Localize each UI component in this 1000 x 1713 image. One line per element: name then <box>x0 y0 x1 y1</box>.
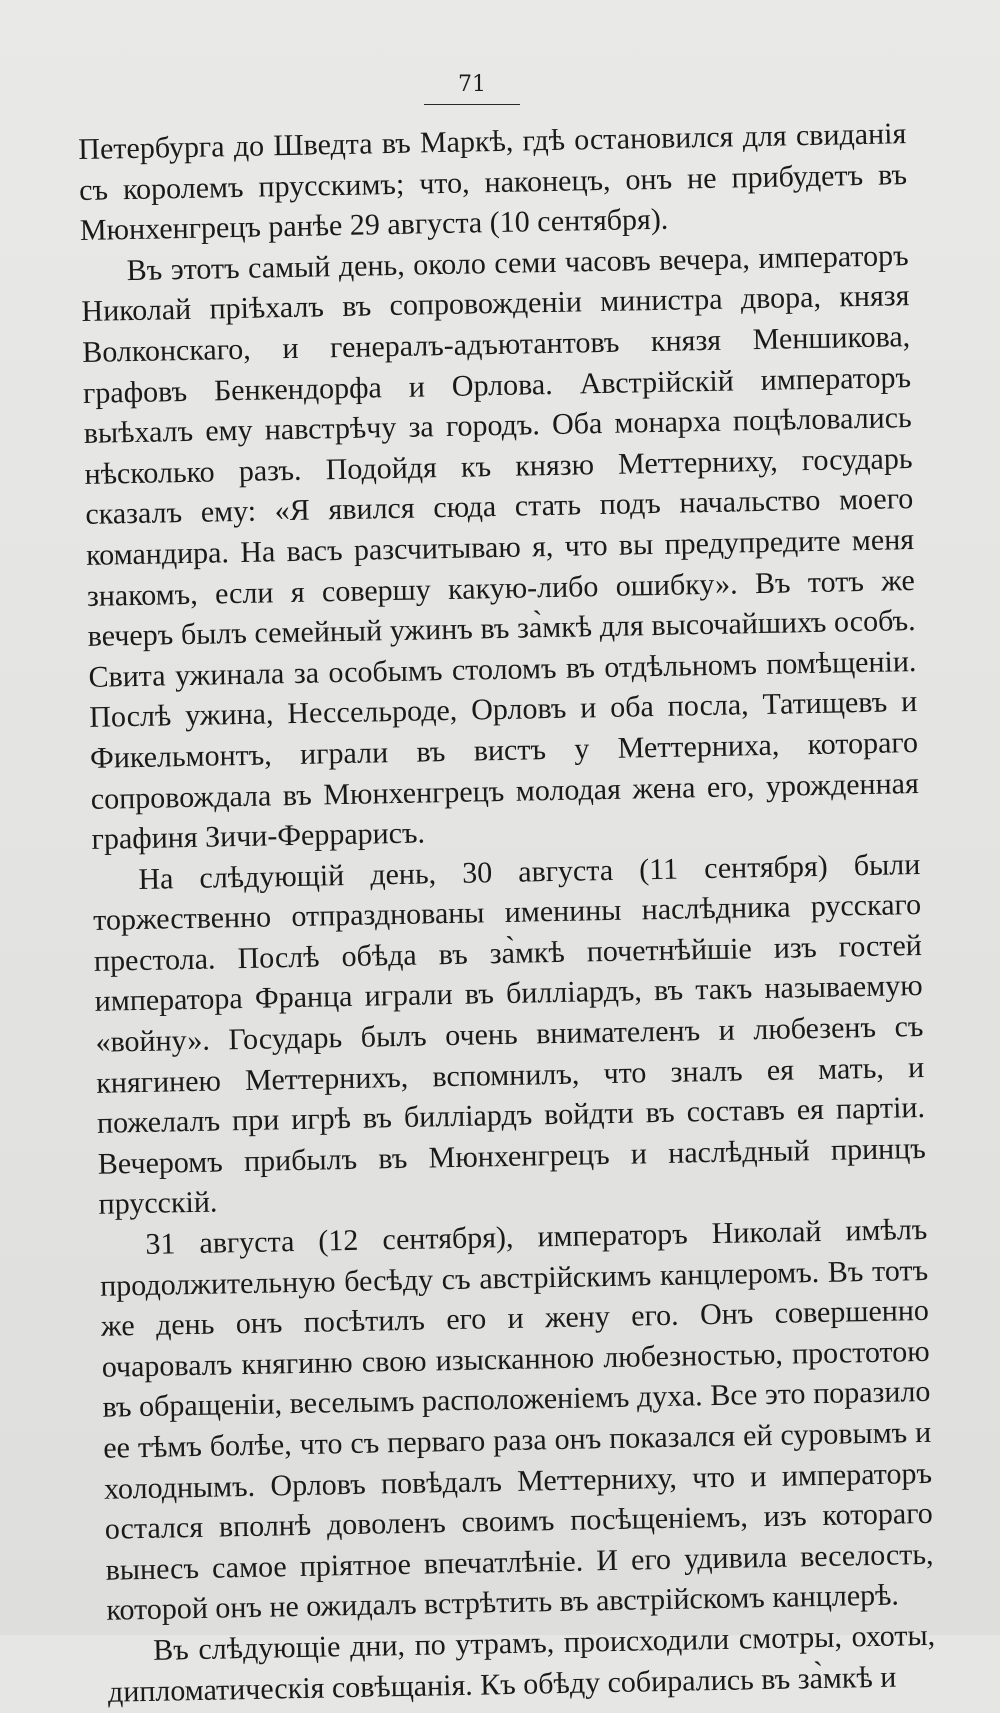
page-number: 71 <box>458 72 486 97</box>
header-rule <box>424 104 520 105</box>
paragraph-2: Въ этотъ самый день, около семи часовъ вечера, императоръ Николай пріѣхалъ въ сопровожденіи министра двора, князя Волконскаго, и генералъ-адъютантовъ князя Меншикова, графовъ Бенкендорфа и Орлова. Австрійскій императоръ выѣхалъ ему навстрѣчу за городъ. Оба монарха поцѣловались нѣсколько разъ. Подойдя къ князю Меттерниху, государь сказалъ ему: «Я явился сюда стать подъ начальство моего командира. На васъ разсчитываю я, что вы предупредите меня знакомъ, если я совершу какую-либо ошибку». Въ тотъ же вечеръ былъ семейный ужинъ въ за̀мкѣ для высочайшихъ особъ. Свита ужинала за особымъ столомъ въ отдѣльномъ помѣщеніи. Послѣ ужина, Нессельроде, Орловъ и оба посла, Татищевъ и Фикельмонтъ, играли въ вистъ у Меттерниха, котораго сопровождала въ Мюнхенгрецъ молодая жена его, урожденная графиня Зичи-Феррарисъ. <box>81 238 920 856</box>
paragraph-4: 31 августа (12 сентября), императоръ Николай имѣлъ продолжительную бесѣду съ австрійскимъ канцлеромъ. Въ тотъ же день онъ посѣтилъ его и жену его. Онъ совершенно очаровалъ княгиню свою изысканною любезностью, простотою въ обращеніи, веселымъ расположеніемъ духа. Все это поразило ее тѣмъ болѣе, что съ перваго раза онъ показался ей суровымъ и холоднымъ. Орловъ повѣдалъ Меттерниху, что и императоръ остался вполнѣ доволенъ своимъ посѣщеніемъ, изъ котораго вынесъ самое пріятное впечатлѣніе. И его удивила веселость, которой онъ не ожидалъ встрѣтить въ австрійскомъ канцлерѣ. <box>99 1212 934 1628</box>
paragraph-3: На слѣдующій день, 30 августа (11 сентября) были торжественно отпразднованы именины наслѣдника русскаго престола. Послѣ обѣда въ за̀мкѣ почетнѣйшіе изъ гостей императора Франца играли въ билліардъ, въ такъ называемую «войну». Государь былъ очень внимателенъ и любезенъ съ княгинею Меттернихъ, вспомнилъ, что зналъ ея мать, и пожелалъ при игрѣ въ билліардъ войдти въ составъ ея партіи. Вечеромъ прибылъ въ Мюнхенгрецъ и наслѣдный принцъ прусскій. <box>92 847 927 1222</box>
paragraph-1: Петербурга до Шведта въ Маркѣ, гдѣ остановился для свиданія съ королемъ прусскимъ; что, наконецъ, онъ не прибудетъ въ Мюнхенгрецъ ранѣе 29 августа (10 сентября). <box>78 117 908 248</box>
paragraph-5: Въ слѣдующіе дни, по утрамъ, происходили смотры, охоты, дипломатическія совѣщанія. Къ обѣду собирались въ за̀мкѣ и <box>107 1618 936 1709</box>
text-body <box>78 114 936 1713</box>
